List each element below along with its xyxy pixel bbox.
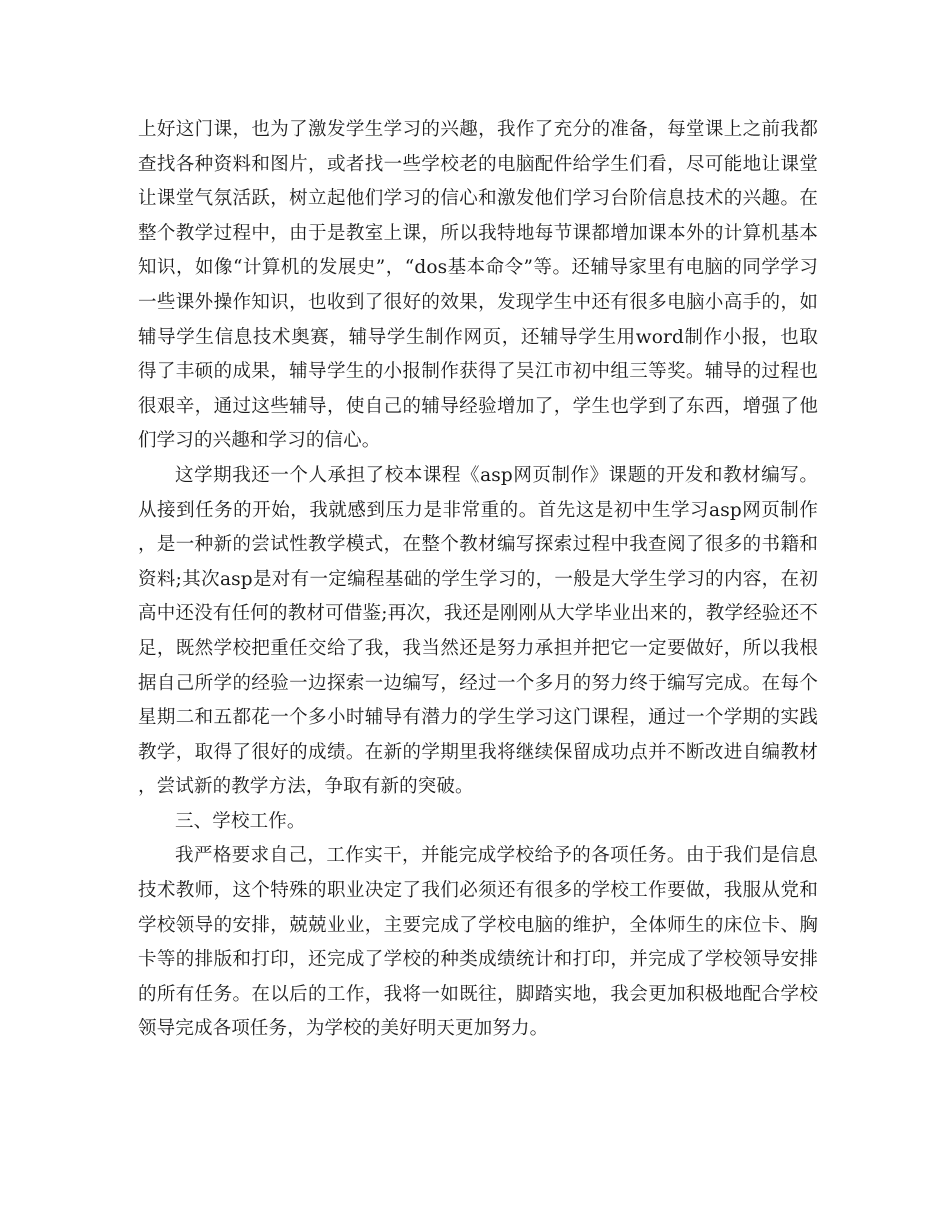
paragraph-school-work: 我严格要求自己，工作实干，并能完成学校给予的各项任务。由于我们是信息技术教师，这个特殊的职业决定了我们必须还有很多的学校工作要做，我服从党和学校领导的安排，兢兢业业，主要完成了学校电脑的维护，全体师生的床位卡、胸卡等的排版和打印，还完成了学校的种类成绩统计和打印，并完成了学校领导安排的所有任务。在以后的工作，我将一如既往，脚踏实地，我会更加积极地配合学校领导完成各项任务，为学校的美好明天更加努力。 bbox=[138, 845, 818, 1040]
document-body bbox=[138, 113, 818, 1047]
section-heading-school-work: 三、学校工作。 bbox=[175, 810, 306, 832]
paragraph-course-teaching: 上好这门课，也为了激发学生学习的兴趣，我作了充分的准备，每堂课上之前我都查找各种资料和图片，或者找一些学校老的电脑配件给学生们看，尽可能地让课堂让课堂气氛活跃，树立起他们学习的信心和激发他们学习台阶信息技术的兴趣。在整个教学过程中，由于是教室上课，所以我特地每节课都增加课本外的计算机基本知识，如像“计算机的发展史”，“dos基本命令”等。还辅导家里有电脑的同学学习一些课外操作知识，也收到了很好的效果，发现学生中还有很多电脑小高手的，如辅导学生信息技术奥赛，辅导学生制作网页，还辅导学生用word制作小报，也取得了丰硕的成果，辅导学生的小报制作获得了吴江市初中组三等奖。辅导的过程也很艰辛，通过这些辅导，使自己的辅导经验增加了，学生也学到了东西，增强了他们学习的兴趣和学习的信心。 bbox=[138, 119, 818, 452]
paragraph-asp-curriculum: 这学期我还一个人承担了校本课程《asp网页制作》课题的开发和教材编写。从接到任务的开始，我就感到压力是非常重的。首先这是初中生学习asp网页制作，是一种新的尝试性教学模式，在整个教材编写探索过程中我查阅了很多的书籍和资料;其次asp是对有一定编程基础的学生学习的，一般是大学生学习的内容，在初高中还没有任何的教材可借鉴;再次，我还是刚刚从大学毕业出来的，教学经验还不足，既然学校把重任交给了我，我当然还是努力承担并把它一定要做好，所以我根据自己所学的经验一边探索一边编写，经过一个多月的努力终于编写完成。在每个星期二和五都花一个多小时辅导有潜力的学生学习这门课程，通过一个学期的实践教学，取得了很好的成绩。在新的学期里我将继续保留成功点并不断改进自编教材，尝试新的教学方法，争取有新的突破。 bbox=[138, 464, 818, 798]
